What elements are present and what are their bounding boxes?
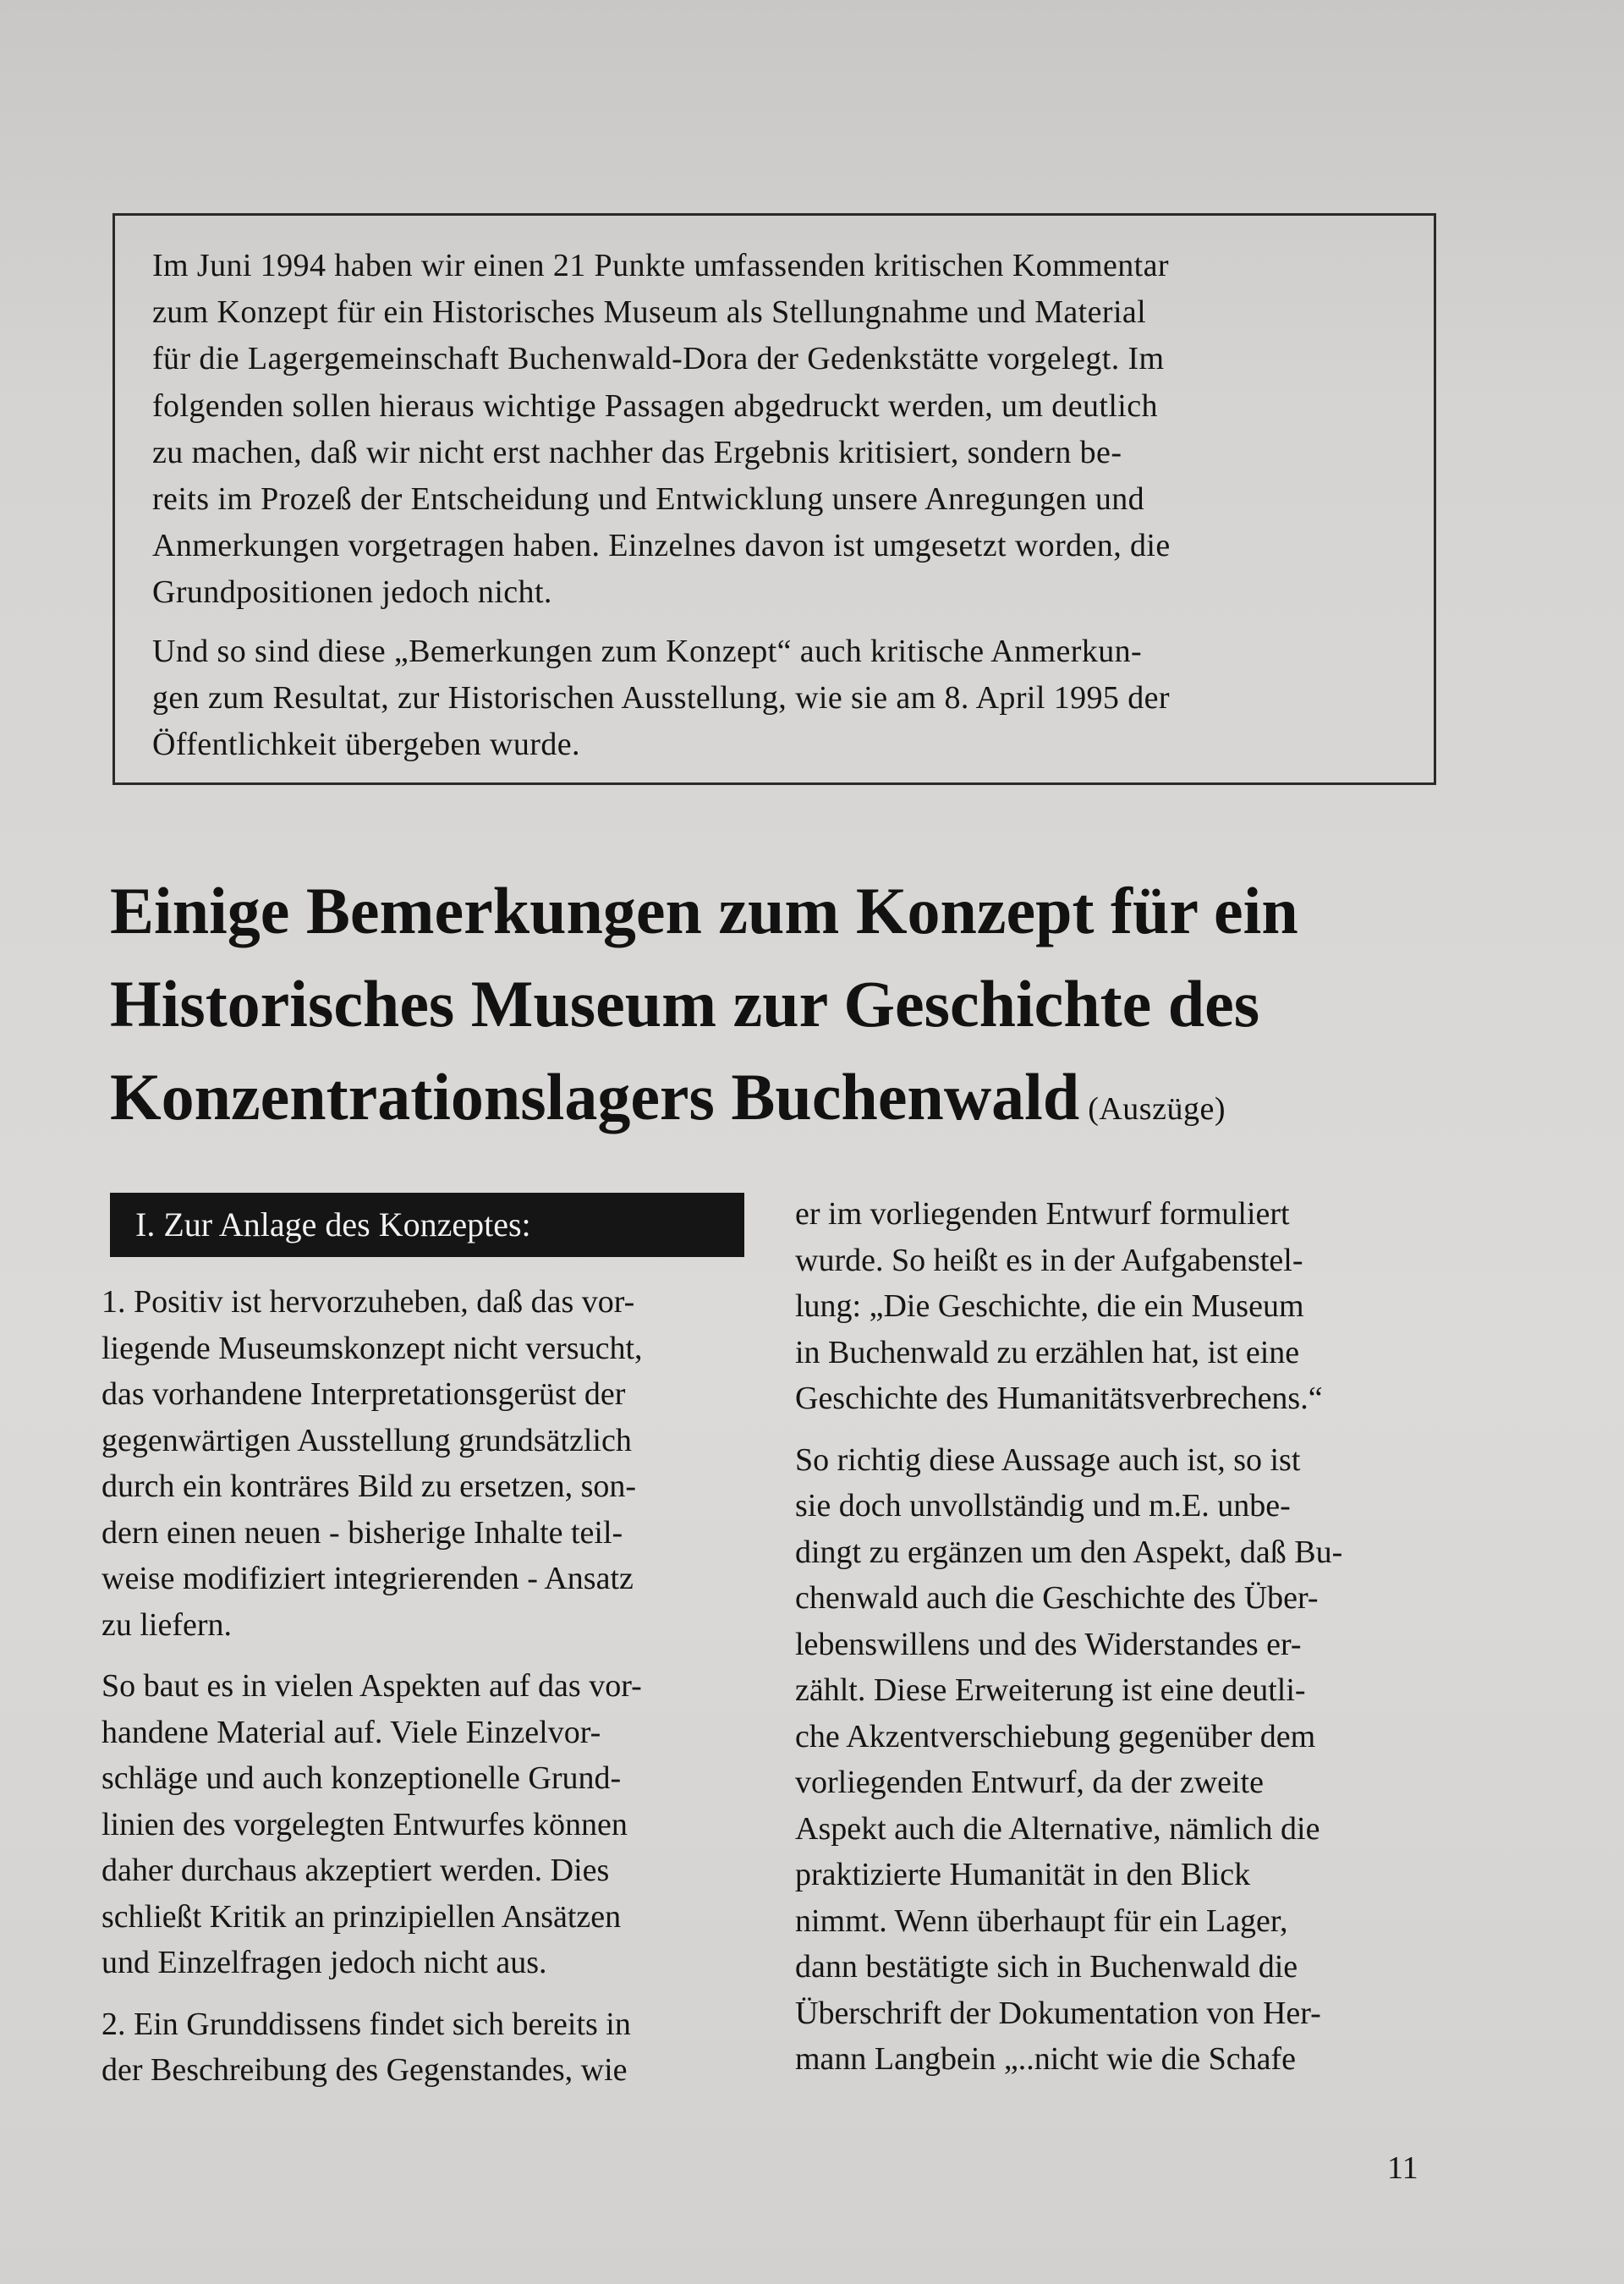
body-paragraph: So richtig diese Aussage auch ist, so ist sie doch unvollständig und m.E. unbe- dingt zu ergänzen um den Aspekt, daß Bu- chenwald auch die Geschichte des Über- lebenswillens und des Widerstandes er- zählt. Diese Erweiterung ist eine deutli- che Akzentverschiebung gegenüber dem vorliegenden Entwurf, da der zweite Aspekt auch die Alternative, nämlich die praktizierte Humanität in den Blick nimmt. Wenn überhaupt für ein Lager, dann bestätigte sich in Buchenwald die Überschrift der Dokumentation von Her- mann Langbein „..nicht wie die Schafe bbox=[795, 1441, 1343, 2077]
body-paragraph: er im vorliegenden Entwurf formuliert wurde. So heißt es in der Aufgabenstel- lung: „Die Geschichte, die ein Museum in Buchenwald zu erzählen hat, ist eine Geschichte des Humanitätsverbrechens.“ bbox=[795, 1196, 1323, 1416]
right-column bbox=[795, 1191, 1431, 2083]
body-paragraph: 2. Ein Grunddissens findet sich bereits in der Beschreibung des Gegenstandes, wie bbox=[102, 2006, 631, 2088]
section-heading-label: I. Zur Anlage des Konzeptes: bbox=[135, 1205, 531, 1244]
intro-box bbox=[112, 213, 1436, 785]
intro-paragraph: Und so sind diese „Bemerkungen zum Konzept“ auch kritische Anmerkun- gen zum Resultat, zur Historischen Ausstellung, wie sie am 8. April 1995 der Öffentlichkeit übergeben wurde. bbox=[152, 633, 1170, 763]
headline-subtitle: (Auszüge) bbox=[1079, 1091, 1226, 1127]
section-heading-bar bbox=[110, 1193, 744, 1257]
article-headline bbox=[110, 865, 1451, 1156]
body-paragraph: So baut es in vielen Aspekten auf das vor- handene Material auf. Viele Einzelvor- schläge und auch konzeptionelle Grund- linien des vorgelegten Entwurfes können daher durchaus akzeptiert werden. Dies schließt Kritik an prinzipiellen Ansätzen und Einzelfragen jedoch nicht aus. bbox=[102, 1668, 642, 1980]
headline-title: Einige Bemerkungen zum Konzept für ein Historisches Museum zur Geschichte des Konzentrationslagers Buchenwald bbox=[110, 874, 1298, 1134]
body-paragraph: 1. Positiv ist hervorzuheben, daß das vor- liegende Museumskonzept nicht versucht, das vorhandene Interpretationsgerüst der gegenwärtigen Ausstellung grundsätzlich durch ein konträres Bild zu ersetzen, son- dern einen neuen - bisherige Inhalte teil- weise modifiziert integrierenden - Ansatz zu liefern. bbox=[102, 1284, 643, 1643]
page-number: 11 bbox=[1387, 2150, 1418, 2186]
left-column bbox=[102, 1279, 738, 2094]
intro-paragraph: Im Juni 1994 haben wir einen 21 Punkte umfassenden kritischen Kommentar zum Konzept für ein Historisches Museum als Stellungnahme und Material für die Lagergemeinschaft Buchenwald-Dora der Gedenkstätte vorgelegt. Im folgenden sollen hieraus wichtige Passagen abgedruckt werden, um deutlich zu machen, daß wir nicht erst nachher das Ergebnis kritisiert, sondern be- reits im Prozeß der Entscheidung und Entwicklung unsere Anregungen und Anmerkungen vorgetragen haben. Einzelnes davon ist umgesetzt worden, die Grundpositionen jedoch nicht. bbox=[152, 248, 1171, 611]
